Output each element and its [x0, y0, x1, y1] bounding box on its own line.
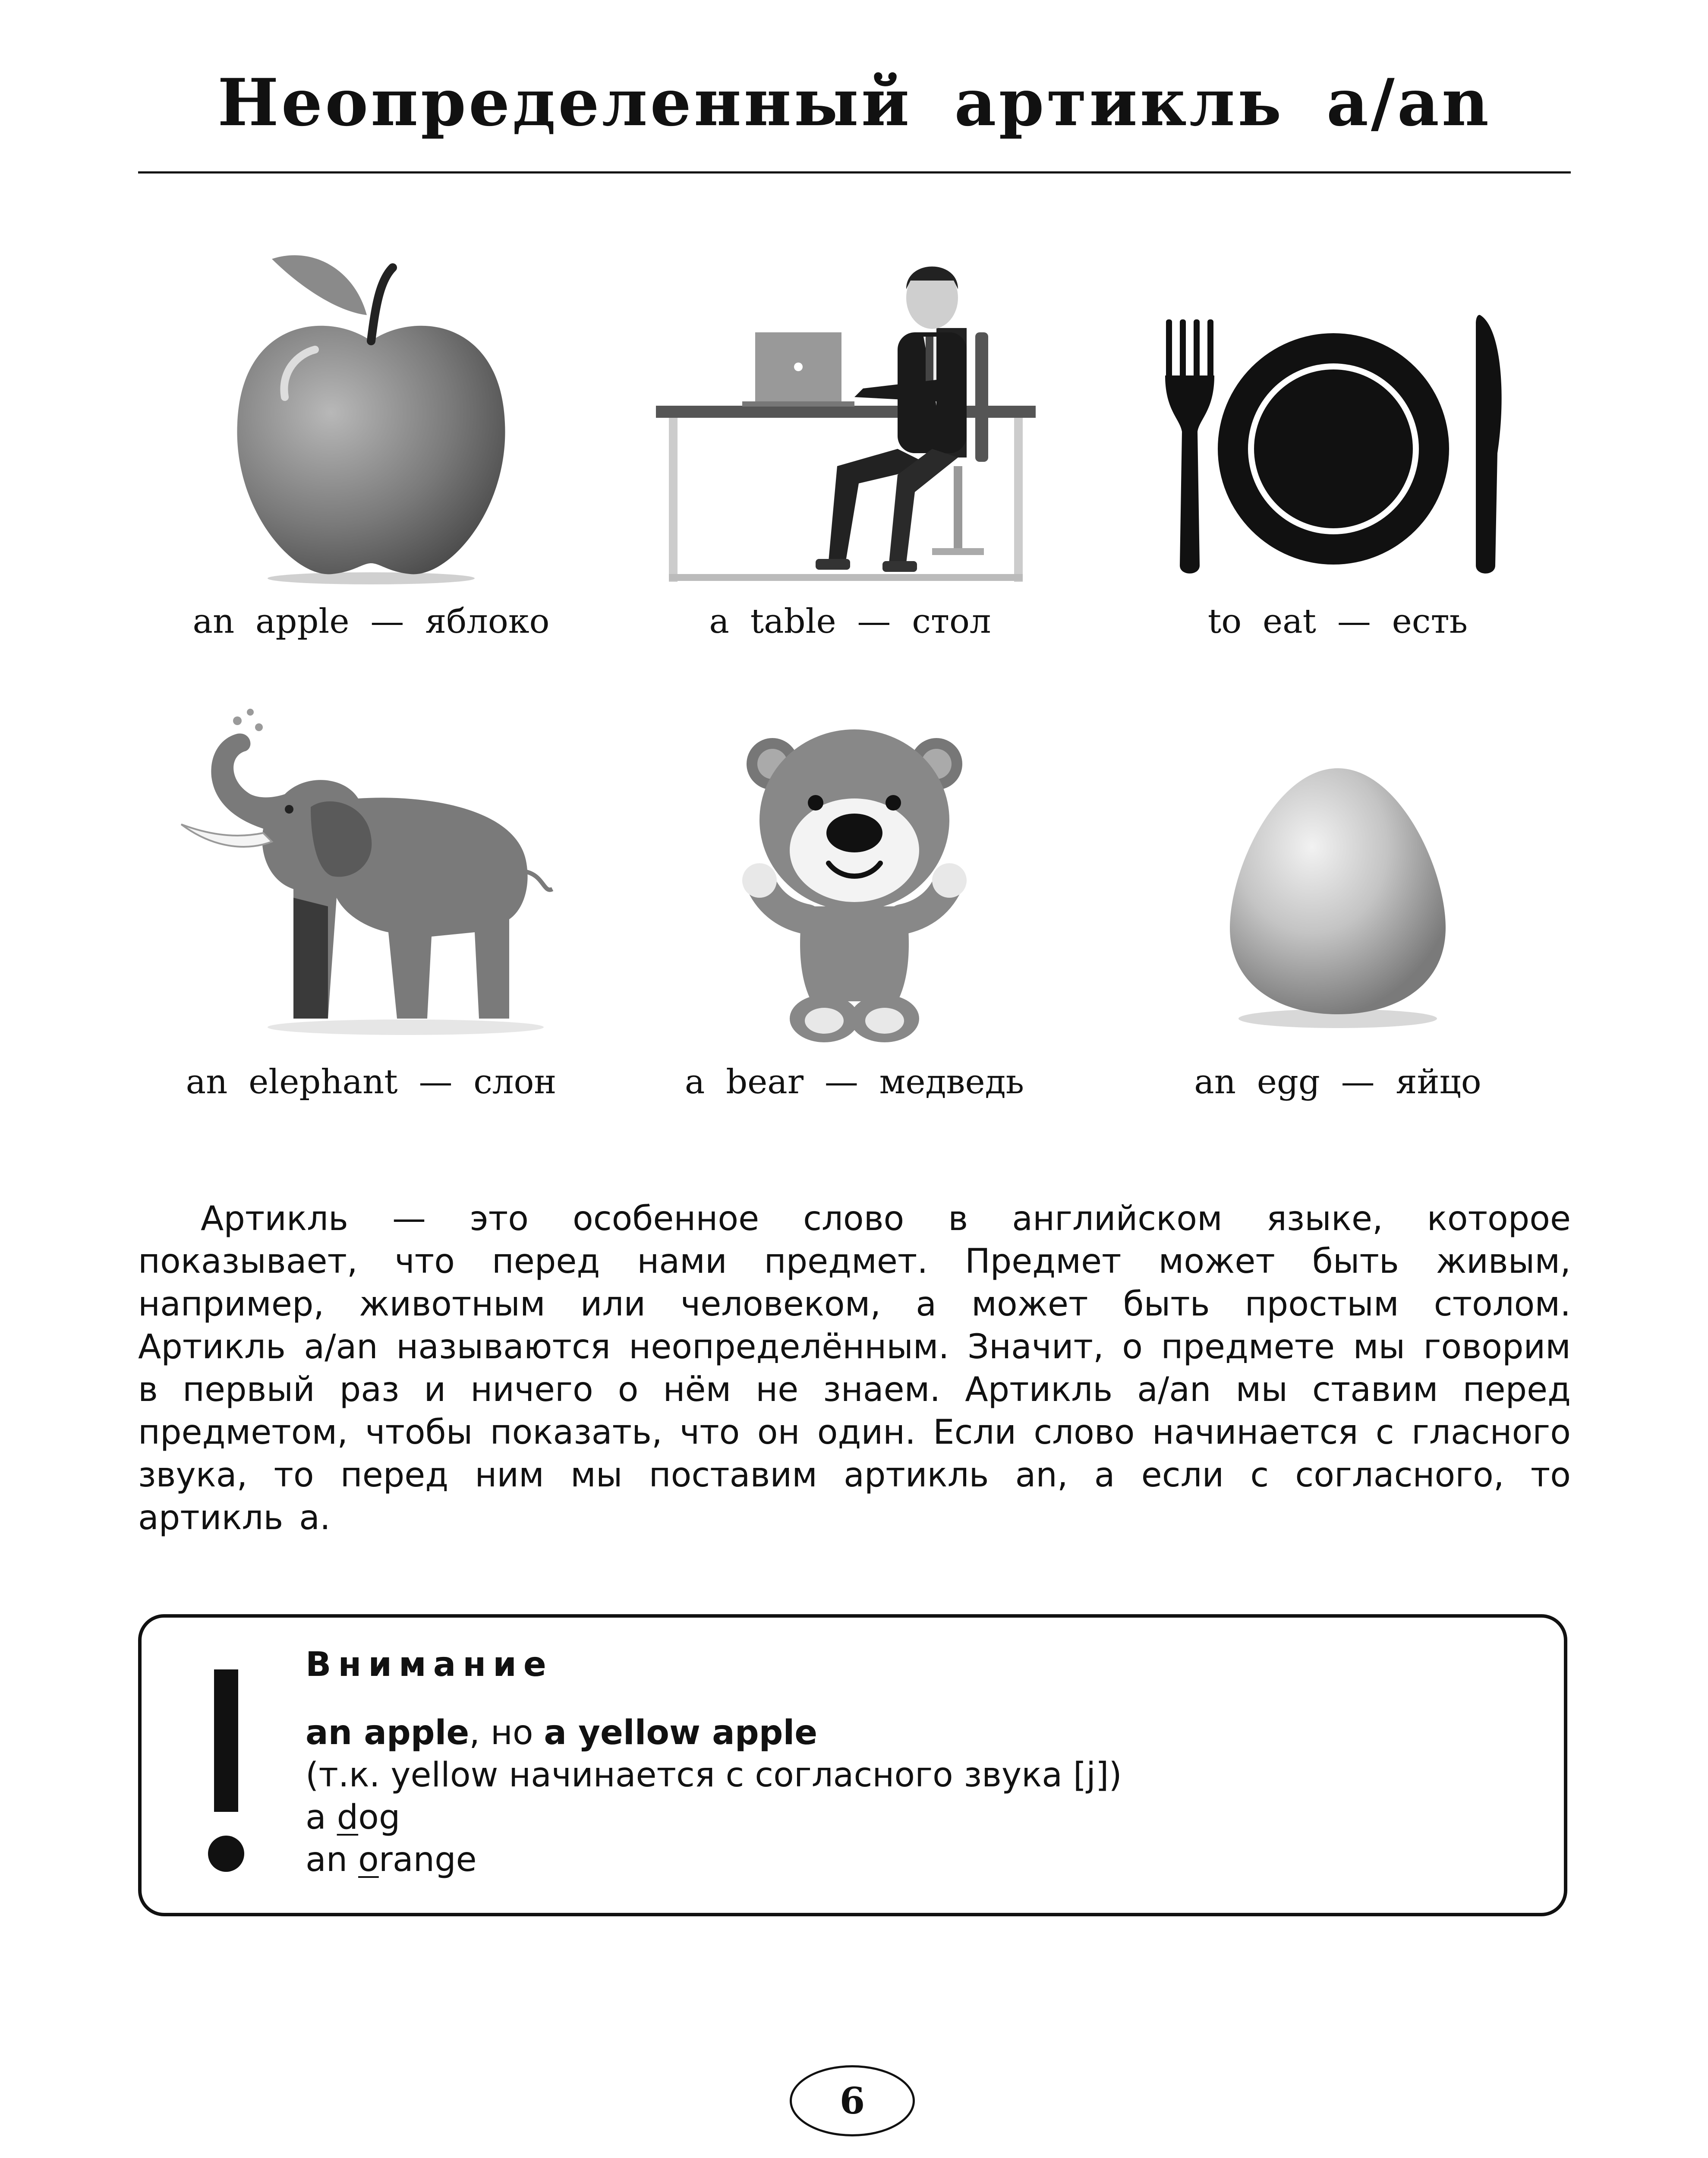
word-rest: range: [378, 1840, 477, 1879]
vocab-item-bear: [617, 1063, 1092, 1101]
vocab-dash: —: [824, 1063, 858, 1101]
egg-icon: [1217, 760, 1459, 1036]
teddy-bear-icon: [742, 716, 967, 1044]
exclamation-dot: [208, 1836, 244, 1872]
example-an-orange: [306, 1839, 1514, 1881]
apple-icon: [224, 242, 518, 587]
example-a-dog: [306, 1796, 1514, 1839]
vocab-dash: —: [1337, 602, 1371, 641]
vocab-word: table: [750, 602, 836, 641]
vocab-item-table: [613, 602, 1087, 641]
vocab-translation: слон: [473, 1063, 557, 1101]
page-title: Неопределенный артикль a/an: [217, 65, 1491, 141]
page-number: 6: [790, 2065, 915, 2136]
example-a-yellow-apple: a yellow apple: [544, 1713, 818, 1752]
vocab-dash: —: [370, 602, 404, 641]
vocab-word: elephant: [249, 1063, 398, 1101]
vocab-translation: яблоко: [425, 602, 550, 641]
example-separator: , но: [469, 1713, 544, 1752]
vocab-item-eat: [1100, 602, 1575, 641]
exclamation-icon: [214, 1669, 238, 1812]
vocab-article: a: [684, 1063, 705, 1101]
vocab-translation: стол: [912, 602, 991, 641]
first-sound: d: [337, 1798, 359, 1837]
vocab-dash: —: [419, 1063, 453, 1101]
vocab-word: apple: [255, 602, 350, 641]
attention-title: Внимание: [306, 1645, 553, 1684]
vocab-dash: —: [857, 602, 891, 641]
elephant-icon: [164, 708, 561, 1044]
attention-box: [138, 1614, 1567, 1916]
example-explanation: (т.к. yellow начинается с согласного звука [j]): [306, 1756, 1122, 1795]
explanation-paragraph: Артикль — это особенное слово в английском языке, которое показывает, что перед нами предмет. Предмет может быть живым, например, животным или человеком, а может быть простым столом. Артикль a/an называются неопределённым. Значит, о предмете мы говорим в первый раз и ничего о нём не знаем. Артикль a/an мы ставим перед предметом, чтобы показать, что он один. Если слово начинается с гласного звука, то перед ним мы поставим артикль an, а если с согласного, то артикль a.: [138, 1199, 1571, 1537]
vocab-item-apple: [134, 602, 608, 641]
vocab-translation: есть: [1392, 602, 1468, 641]
fork-plate-knife-icon: [1165, 311, 1502, 578]
vocab-translation: яйцо: [1396, 1063, 1481, 1101]
vocab-word: bear: [726, 1063, 804, 1101]
title-divider: [138, 171, 1571, 174]
vocab-article: an: [192, 602, 235, 641]
vocab-article: to: [1207, 602, 1242, 641]
vocab-article: an: [186, 1063, 228, 1101]
attention-content: [306, 1644, 1514, 1881]
vocab-item-elephant: [134, 1063, 608, 1101]
vocab-word: egg: [1257, 1063, 1320, 1101]
vocab-word: eat: [1263, 602, 1317, 641]
example-article: a: [306, 1798, 337, 1837]
example-an-apple: an apple: [306, 1713, 470, 1752]
vocab-article: an: [1194, 1063, 1236, 1101]
man-at-table-icon: [656, 242, 1044, 587]
first-sound: o: [358, 1840, 379, 1879]
word-rest: og: [358, 1798, 400, 1837]
example-yellow-apple: [306, 1712, 1514, 1754]
vocab-item-egg: [1100, 1063, 1575, 1101]
example-article: an: [306, 1840, 359, 1879]
vocab-translation: медведь: [879, 1063, 1024, 1101]
vocab-article: a: [709, 602, 729, 641]
vocab-dash: —: [1341, 1063, 1375, 1101]
